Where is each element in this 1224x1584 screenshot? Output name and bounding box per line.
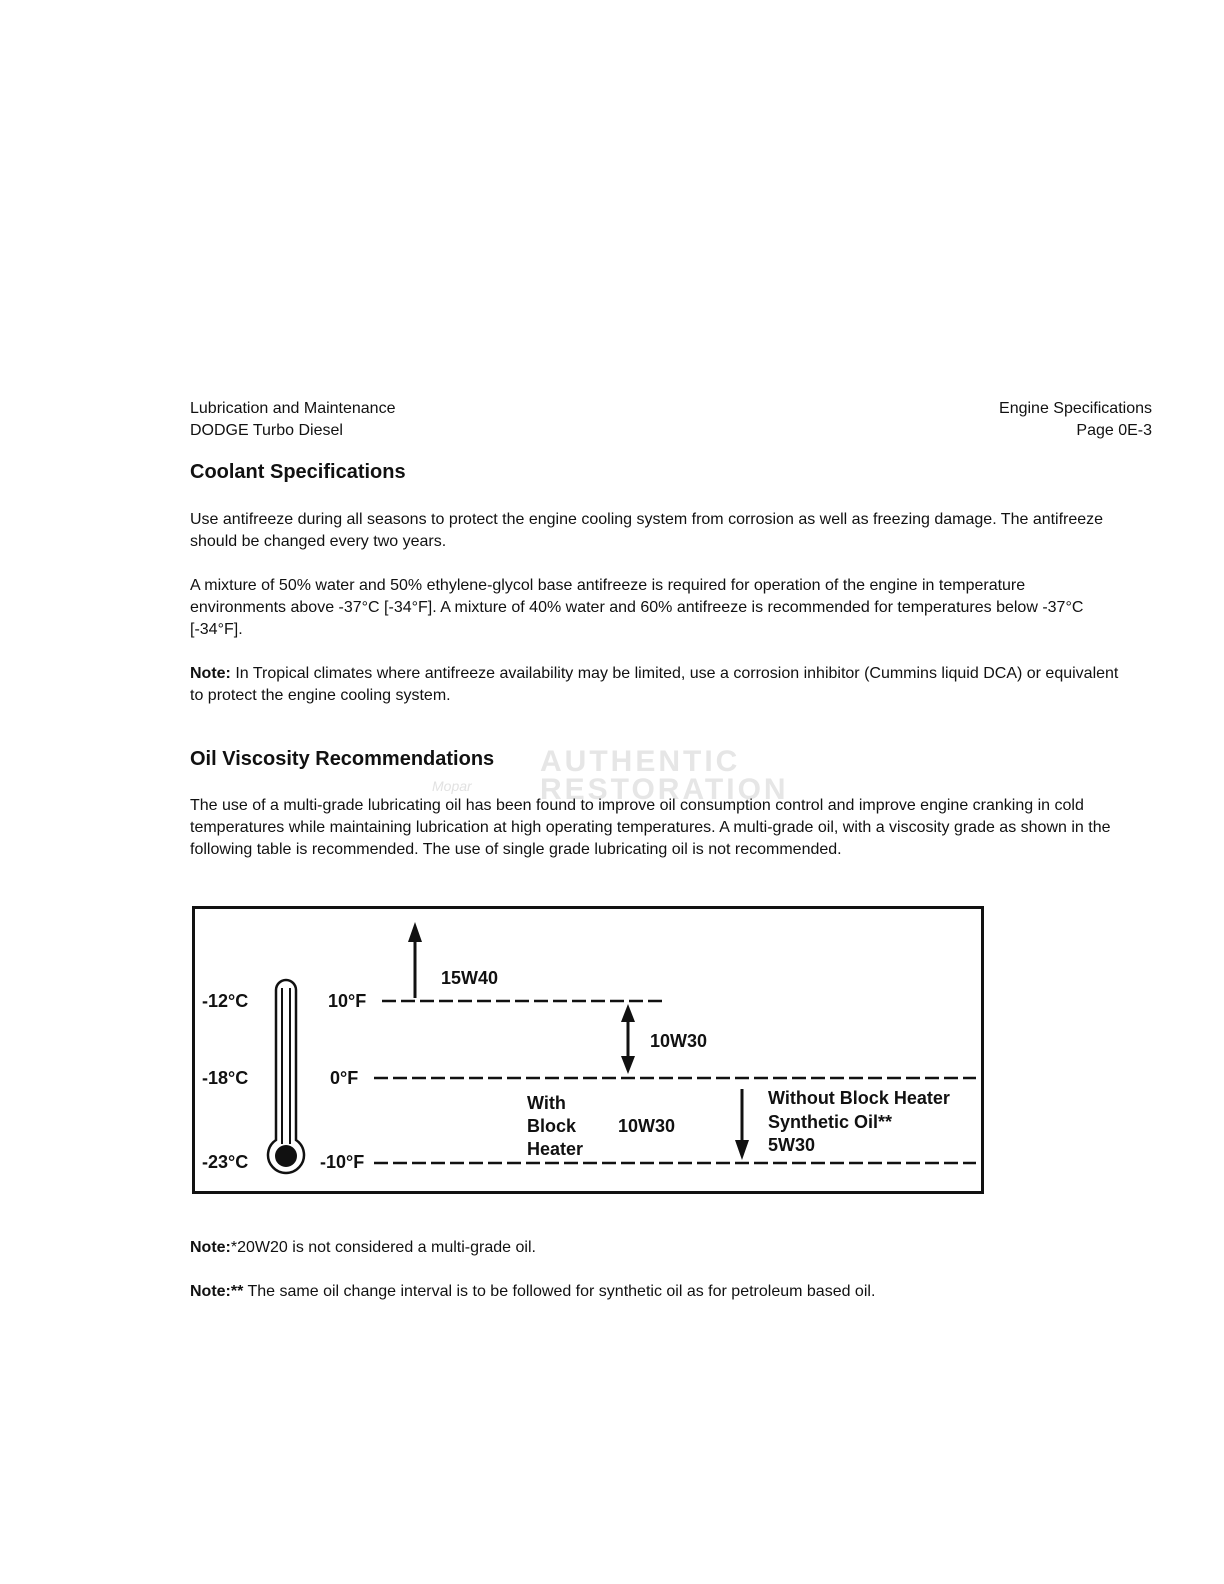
grade-5w30-label: 5W30 bbox=[768, 1135, 816, 1155]
arrow-down-icon bbox=[735, 1089, 749, 1160]
double-arrow-icon bbox=[621, 1004, 635, 1074]
note-1-text: *20W20 is not considered a multi-grade oil. bbox=[230, 1239, 536, 1256]
coolant-paragraph-2: A mixture of 50% water and 50% ethylene-glycol base antifreeze is required for operation of the engine in temperature environments above -37°C [-34°F]. A mixture of 40% water and 60% antifreeze is recommended for temperatures below -37°C [-34°F]. bbox=[190, 577, 1084, 638]
note-2-label: Note:** bbox=[190, 1283, 244, 1300]
watermark-brand: Mopar bbox=[432, 778, 472, 794]
chart-border bbox=[194, 908, 983, 1193]
oil-paragraph-1: The use of a multi-grade lubricating oil has been found to improve oil consumption control and improve engine cranking in cold temperatures while maintaining lubrication at high operating temperatures. A multi-grade oil, with a viscosity grade as shown in the following table is recommended. The use of single grade lubricating oil is not recommended. bbox=[190, 797, 1111, 858]
fahrenheit-label-2: 0°F bbox=[330, 1068, 359, 1088]
header-left bbox=[190, 398, 395, 442]
fahrenheit-label-1: 10°F bbox=[328, 991, 367, 1011]
header-page-number: Page 0E-3 bbox=[1076, 422, 1152, 439]
celsius-label-2: -18°C bbox=[202, 1068, 249, 1088]
watermark-line1: AUTHENTIC bbox=[540, 745, 741, 778]
watermark-line2: RESTORATION bbox=[540, 773, 789, 806]
celsius-label-3: -23°C bbox=[202, 1152, 249, 1172]
fahrenheit-label-3: -10°F bbox=[320, 1152, 365, 1172]
coolant-note-text: In Tropical climates where antifreeze availability may be limited, use a corrosion inhibitor (Cummins liquid DCA) or equivalent to protect the engine cooling system. bbox=[190, 665, 1119, 704]
coolant-note-label: Note: bbox=[190, 665, 231, 682]
header-manual-title: Lubrication and Maintenance bbox=[190, 400, 396, 417]
arrow-up-icon bbox=[408, 922, 422, 998]
header-vehicle: DODGE Turbo Diesel bbox=[190, 422, 343, 439]
note-1-label: Note: bbox=[190, 1239, 231, 1256]
header-section: Engine Specifications bbox=[999, 400, 1152, 417]
note-2-text: The same oil change interval is to be followed for synthetic oil as for petroleum based oil. bbox=[243, 1283, 876, 1300]
coolant-paragraph-1: Use antifreeze during all seasons to protect the engine cooling system from corrosion as well as freezing damage. The antifreeze should be changed every two years. bbox=[190, 511, 1104, 550]
without-block-heater-line1: Without Block Heater bbox=[768, 1088, 950, 1108]
coolant-title: Coolant Specifications bbox=[190, 461, 406, 483]
note-2 bbox=[190, 1281, 1125, 1303]
grade-10w30-upper-label: 10W30 bbox=[650, 1031, 708, 1051]
with-block-heater-line3: Heater bbox=[527, 1139, 584, 1159]
with-block-heater-line1: With bbox=[527, 1093, 566, 1113]
oil-title: Oil Viscosity Recommendations bbox=[190, 748, 495, 770]
thermometer-icon bbox=[268, 980, 304, 1173]
grade-10w30-lower-label: 10W30 bbox=[618, 1116, 676, 1136]
note-1 bbox=[190, 1237, 1125, 1259]
celsius-label-1: -12°C bbox=[202, 991, 249, 1011]
oil-viscosity-chart bbox=[192, 906, 986, 1194]
without-block-heater-line2: Synthetic Oil** bbox=[768, 1112, 893, 1132]
coolant-note bbox=[190, 663, 1125, 707]
header-right bbox=[999, 398, 1152, 442]
with-block-heater-line2: Block bbox=[527, 1116, 577, 1136]
grade-15w40-label: 15W40 bbox=[441, 968, 499, 988]
